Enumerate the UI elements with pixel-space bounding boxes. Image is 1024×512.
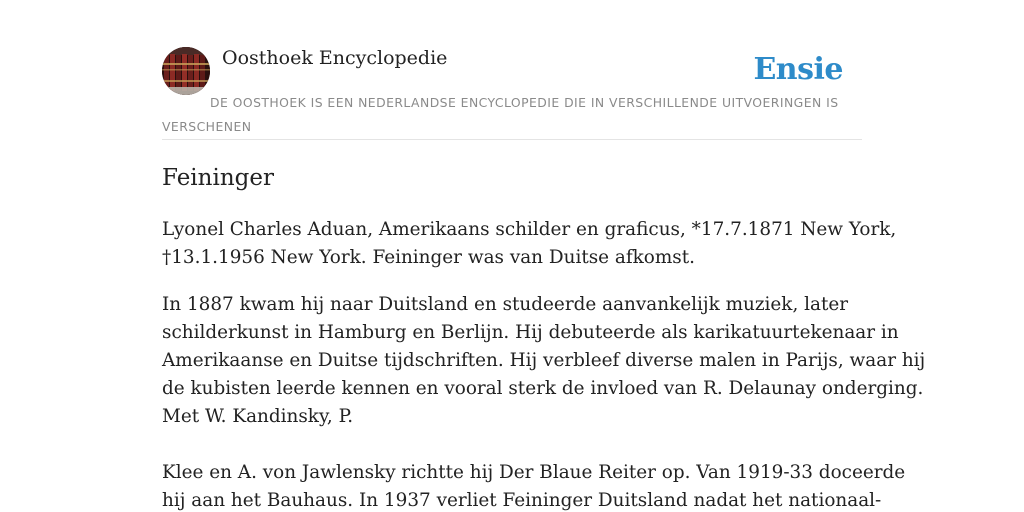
paragraph-line: Lyonel Charles Aduan, Amerikaans schilder en graficus, *17.7.1871 New York, xyxy=(162,219,897,240)
site-tagline: DE OOSTHOEK IS EEN NEDERLANDSE ENCYCLOPEDIE DIE IN VERSCHILLENDE UITVOERINGEN IS VERSCHENEN xyxy=(162,95,839,134)
article-body xyxy=(162,216,926,512)
paragraph-line: †13.1.1956 New York. Feininger was van Duitse afkomst. xyxy=(162,247,695,268)
paragraph-line: Amerikaanse en Duitse tijdschriften. Hij verbleef diverse malen in Parijs, waar hij xyxy=(162,350,926,371)
article-title: Feininger xyxy=(162,165,274,191)
article-paragraph xyxy=(162,459,906,512)
paragraph-line: de kubisten leerde kennen en vooral sterk de invloed van R. Delaunay onderging. xyxy=(162,378,924,399)
paragraph-line: In 1887 kwam hij naar Duitsland en studeerde aanvankelijk muziek, later xyxy=(162,294,849,315)
paragraph-line: hij aan het Bauhaus. In 1937 verliet Feininger Duitsland nadat het nationaal- xyxy=(162,490,882,511)
encyclopedia-books-icon[interactable] xyxy=(162,47,210,95)
article-paragraph xyxy=(162,291,926,431)
site-header xyxy=(162,46,862,140)
site-name[interactable]: Oosthoek Encyclopedie xyxy=(222,47,448,69)
paragraph-line: Klee en A. von Jawlensky richtte hij Der Blaue Reiter op. Van 1919-33 doceerde xyxy=(162,462,906,483)
paragraph-line: schilderkunst in Hamburg en Berlijn. Hij debuteerde als karikatuurtekenaar in xyxy=(162,322,899,343)
article-paragraph xyxy=(162,216,897,272)
brand-logo[interactable]: Ensie xyxy=(753,52,843,87)
paragraph-line: Met W. Kandinsky, P. xyxy=(162,406,354,427)
